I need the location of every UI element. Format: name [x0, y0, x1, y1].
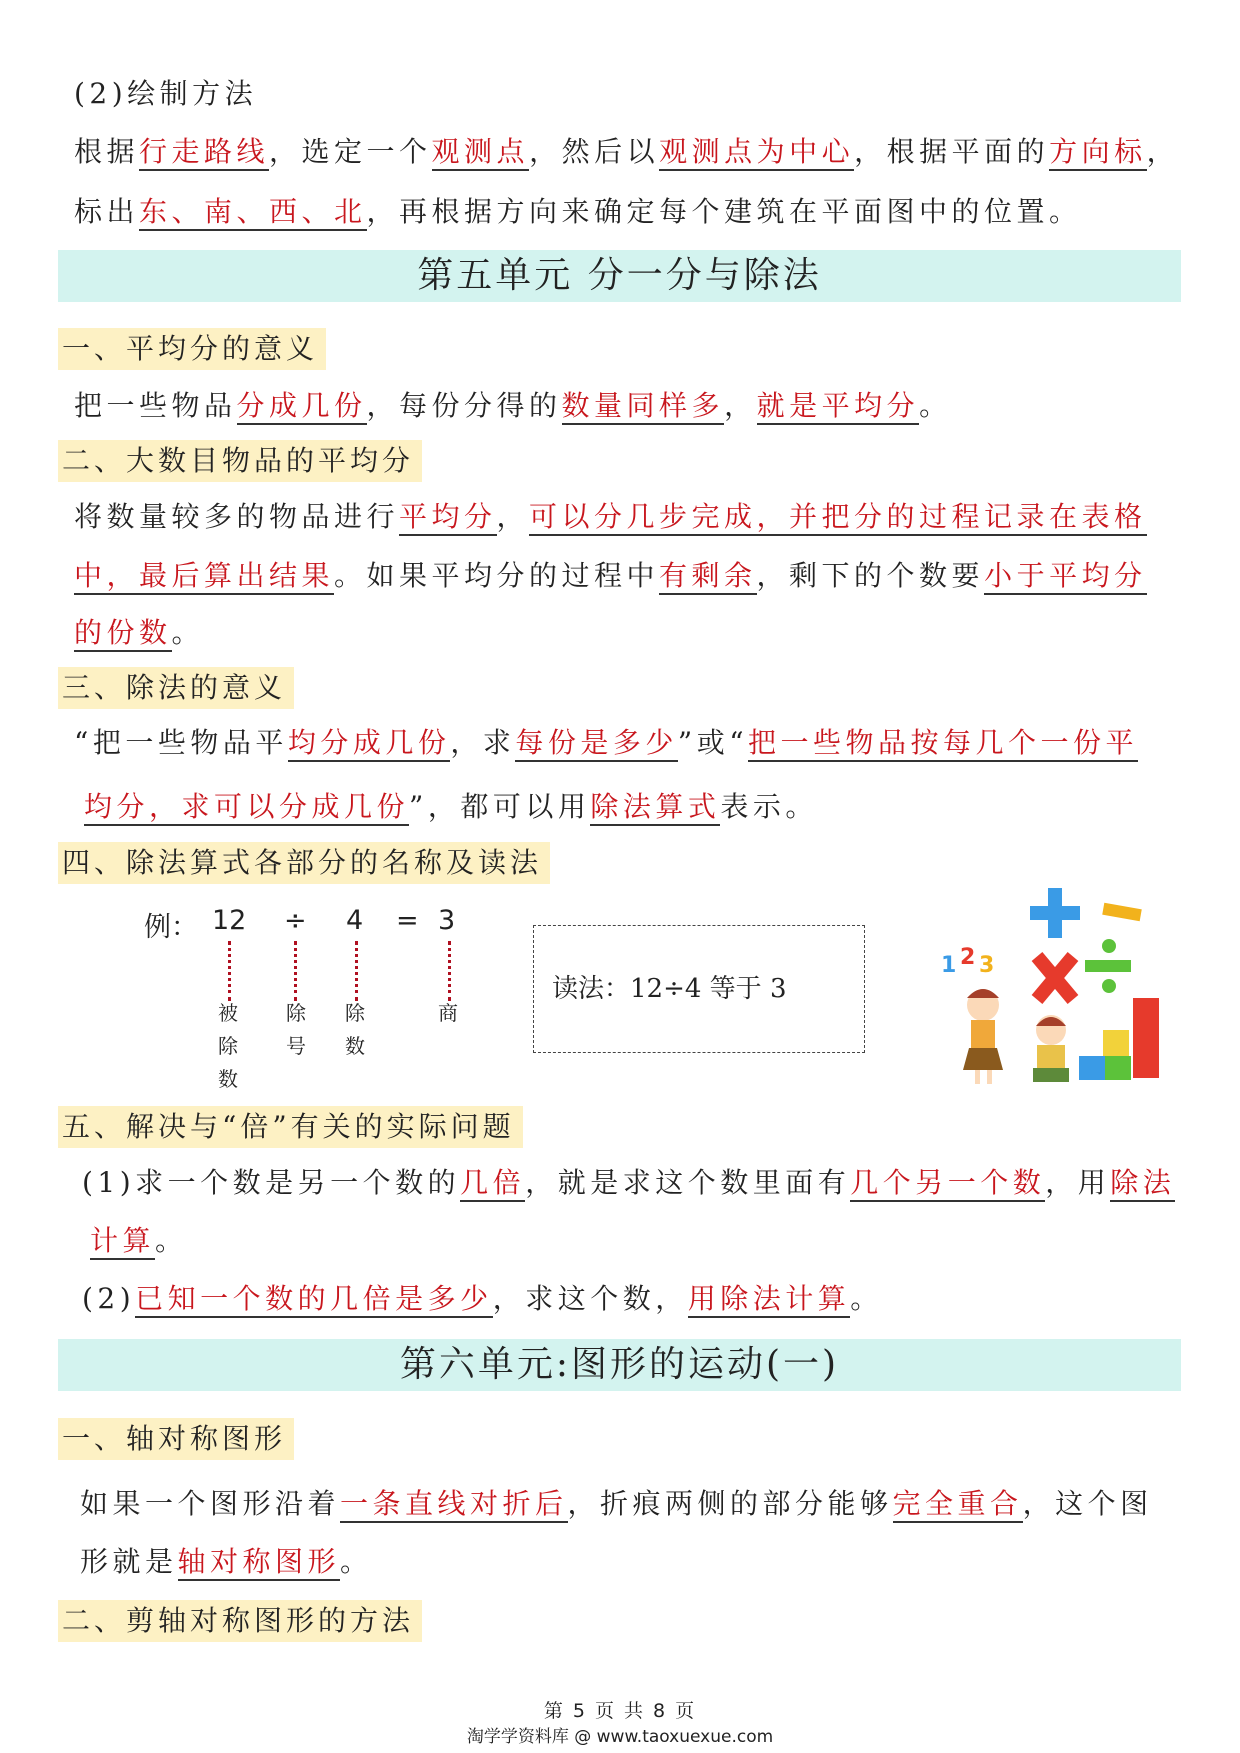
- key-phrase: 用除法计算: [688, 1282, 851, 1318]
- text-segment: 。: [171, 616, 205, 649]
- paragraph-line: [82, 1279, 1182, 1319]
- svg-text:1: 1: [941, 953, 957, 978]
- key-phrase: 已知一个数的几倍是多少: [135, 1282, 493, 1318]
- example-prefix: 例：: [144, 912, 198, 943]
- key-phrase: 平均分: [399, 500, 497, 536]
- text-segment: ，求这个数，: [492, 1282, 688, 1315]
- key-phrase: 一条直线对折后: [340, 1487, 568, 1523]
- paragraph-line: [80, 1484, 1182, 1524]
- paragraph-line: [74, 386, 1182, 426]
- key-phrase: 轴对称图形: [178, 1545, 341, 1581]
- key-phrase: 有剩余: [659, 559, 757, 595]
- label-divisor: 除数: [345, 1001, 365, 1058]
- key-phrase: 观测点: [432, 135, 530, 171]
- text-segment: ，根据平面的: [854, 135, 1050, 168]
- key-phrase: 每份是多少: [515, 726, 678, 762]
- paragraph-line: [90, 1221, 1182, 1261]
- text-segment: ，用: [1045, 1166, 1111, 1199]
- paragraph-line: [74, 132, 1182, 172]
- key-phrase: 均分，求可以分成几份: [84, 790, 409, 826]
- text-segment: 形就是: [80, 1545, 178, 1578]
- text-segment: 把一些物品: [74, 389, 237, 422]
- subtitle-drawing-method: (2)绘制方法: [74, 77, 258, 110]
- dividend: 12: [212, 905, 247, 936]
- divisor: 4: [346, 905, 364, 936]
- text-segment: “把一些物品平: [74, 726, 288, 759]
- text-segment: 根据: [74, 135, 140, 168]
- text-segment: ，: [1146, 135, 1180, 168]
- paragraph-line: [84, 787, 1182, 827]
- text-segment: 。: [340, 1545, 373, 1578]
- key-phrase: 的份数: [74, 616, 172, 652]
- key-phrase: 就是平均分: [757, 389, 920, 425]
- paragraph-line: [80, 1542, 1182, 1582]
- key-phrase: 观测点为中心: [659, 135, 854, 171]
- key-phrase: 把一些物品按每几个一份平: [748, 726, 1138, 762]
- key-phrase: 完全重合: [893, 1487, 1023, 1523]
- text-segment: 。: [919, 389, 952, 422]
- heading-cutting-method: 二、剪轴对称图形的方法: [58, 1600, 422, 1642]
- paragraph-line: [74, 192, 1182, 232]
- heading-times-problems: 五、解决与“倍”有关的实际问题: [58, 1106, 523, 1148]
- text-segment: ，再根据方向来确定每个建筑在平面图中的位置。: [366, 195, 1082, 228]
- text-segment: 如果一个图形沿着: [80, 1487, 341, 1520]
- text-segment: ，: [724, 389, 757, 422]
- text-segment: ，: [496, 500, 530, 533]
- paragraph-line: [74, 556, 1182, 596]
- paragraph-line: [74, 723, 1182, 763]
- text-segment: ，折痕两侧的部分能够: [567, 1487, 893, 1520]
- key-phrase: 东、南、西、北: [139, 195, 367, 231]
- connector-line: [228, 941, 231, 1001]
- key-phrase: 几倍: [460, 1166, 525, 1202]
- text-segment: (1)求一个数是另一个数的: [82, 1166, 461, 1199]
- text-segment: 。: [850, 1282, 883, 1315]
- key-phrase: 可以分几步完成，并把分的过程记录在表格: [529, 500, 1147, 536]
- equals-sign: =: [396, 905, 419, 936]
- blocks-icon: [1079, 998, 1159, 1080]
- text-segment: ，剩下的个数要: [756, 559, 985, 592]
- page-number: 第 5 页 共 8 页: [543, 1700, 697, 1722]
- text-segment: ，每份分得的: [366, 389, 562, 422]
- text-segment: 表示。: [720, 790, 818, 823]
- key-phrase: 分成几份: [237, 389, 367, 425]
- text-segment: 将数量较多的物品进行: [74, 500, 400, 533]
- text-segment: ，这个图: [1022, 1487, 1153, 1520]
- boy-figure: [1033, 1015, 1069, 1082]
- key-phrase: 除法: [1110, 1166, 1175, 1202]
- reading-box: [533, 925, 865, 1053]
- heading-meaning-of-division: 三、除法的意义: [58, 667, 294, 709]
- text-segment: ，求: [450, 726, 516, 759]
- text-segment: 。如果平均分的过程中: [334, 559, 660, 592]
- text-segment: ”，都可以用: [409, 790, 591, 823]
- division-sign: ÷: [284, 905, 307, 936]
- key-phrase: 中，最后算出结果: [74, 559, 334, 595]
- reading-text: 读法：12÷4 等于 3: [552, 974, 787, 1004]
- heading-meaning-of-equal-share: 一、平均分的意义: [58, 328, 326, 370]
- key-phrase: 数量同样多: [562, 389, 725, 425]
- text-segment: ”或“: [677, 726, 749, 759]
- heading-large-quantity-share: 二、大数目物品的平均分: [58, 440, 422, 482]
- key-phrase: 方向标: [1049, 135, 1147, 171]
- label-quotient: 商: [438, 1001, 458, 1025]
- paragraph-line: [82, 1163, 1182, 1203]
- svg-text:2: 2: [960, 945, 976, 970]
- text-segment: 标出: [74, 195, 140, 228]
- key-phrase: 计算: [90, 1224, 155, 1260]
- unit5-title-banner: 第五单元 分一分与除法: [58, 250, 1181, 302]
- footer-source: 淘学学资料库 @ www.taoxuexue.com: [466, 1727, 774, 1747]
- key-phrase: 均分成几份: [288, 726, 451, 762]
- svg-text:3: 3: [979, 953, 995, 978]
- connector-line: [355, 941, 358, 1001]
- connector-line: [294, 941, 297, 1001]
- heading-axial-symmetry: 一、轴对称图形: [58, 1418, 294, 1460]
- heading-division-parts: 四、除法算式各部分的名称及读法: [58, 842, 550, 884]
- plus-icon: [1030, 888, 1080, 938]
- text-segment: ，选定一个: [269, 135, 432, 168]
- key-phrase: 小于平均分: [984, 559, 1147, 595]
- paragraph-line: [74, 613, 1182, 653]
- minus-icon: [1102, 903, 1142, 921]
- text-segment: ，就是求这个数里面有: [525, 1166, 851, 1199]
- key-phrase: 几个另一个数: [850, 1166, 1045, 1202]
- multiply-icon: [1032, 952, 1079, 1004]
- girl-figure: [963, 989, 1003, 1084]
- divide-icon: [1085, 939, 1131, 993]
- math-kids-illustration: [933, 880, 1183, 1092]
- connector-line: [448, 941, 451, 1001]
- key-phrase: 除法算式: [590, 790, 720, 826]
- label-dividend: 被除数: [218, 1001, 238, 1091]
- text-segment: ，然后以: [529, 135, 660, 168]
- paragraph-line: [74, 497, 1182, 537]
- quotient: 3: [438, 905, 456, 936]
- label-division-sign: 除号: [286, 1001, 306, 1058]
- unit6-title-banner: 第六单元:图形的运动(一): [58, 1339, 1181, 1391]
- key-phrase: 行走路线: [139, 135, 269, 171]
- text-segment: (2): [82, 1282, 136, 1315]
- text-segment: 。: [155, 1224, 188, 1257]
